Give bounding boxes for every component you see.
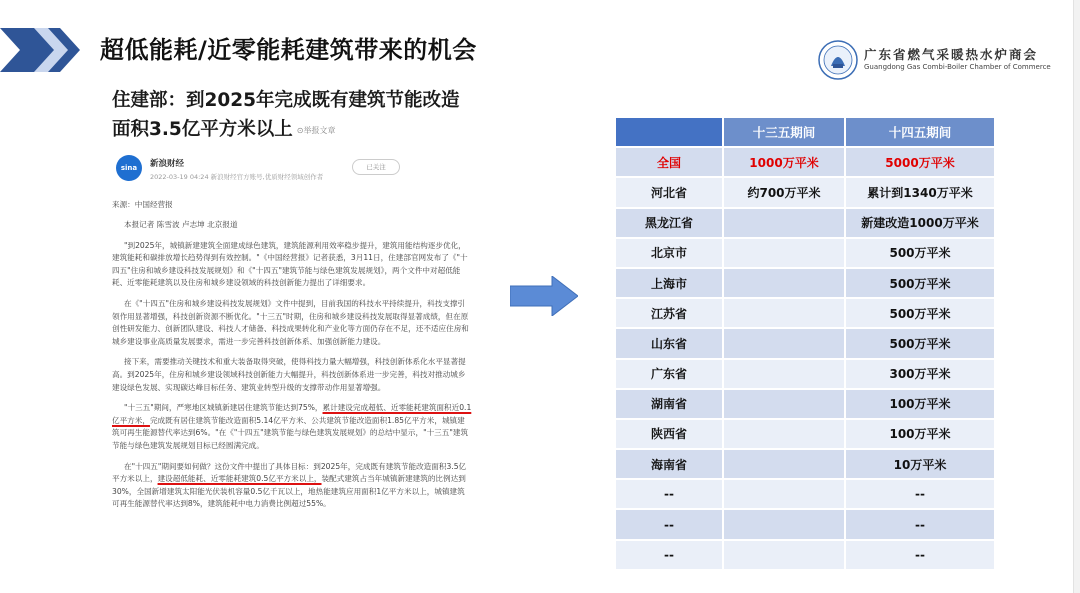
chevron-right-icon <box>0 28 80 72</box>
fourteenth-plan-cell: 5000万平米 <box>845 147 995 177</box>
fourteenth-plan-cell: -- <box>845 540 995 570</box>
table-row <box>615 359 995 389</box>
thirteenth-plan-cell <box>723 359 845 389</box>
region-cell: 北京市 <box>615 238 723 268</box>
thirteenth-plan-cell: 1000万平米 <box>723 147 845 177</box>
org-logo-icon <box>818 40 858 80</box>
fourteenth-plan-cell: 300万平米 <box>845 359 995 389</box>
highlighted-text: 累计建设完成超低、近零能耗建筑面积近0.1亿平方米， <box>112 403 472 425</box>
thirteenth-plan-cell <box>723 509 845 539</box>
article-source-line: 来源：中国经营报 <box>112 199 173 209</box>
table-header-cell: 十三五期间 <box>723 117 845 147</box>
article-paragraph <box>112 402 472 452</box>
article-paragraph: 接下来，需要推动关键技术和重大装备取得突破，使得科技力量大幅增强，科技创新体系化水平显著提高。到2025年，住房和城乡建设领域科技创新能力大幅提升，科技创新体系进一步完善，科技对推动城乡建设绿色发展、实现碳达峰目标任务、建筑业转型升级的支撑带动作用显著增强。 <box>112 357 466 392</box>
region-cell: 全国 <box>615 147 723 177</box>
sina-logo-icon: sina <box>116 155 142 181</box>
article-paragraph: 在《"十四五"住房和城乡建设科技发展规划》文件中提到，目前我国的科技水平持续提升，科技支撑引领作用显著增强，科技创新资源不断优化。"十三五"时期，住房和城乡建设科技发展取得显著成绩，但在原创性研发能力、创新团队建设、科技人才储备、科技成果转化和产业化等方面仍存在不足，还不适应住房和城乡建设事业高质量发展要求，需进一步完善科技创新体系、加强创新能力建设。 <box>112 299 469 346</box>
table-row <box>615 177 995 207</box>
report-link[interactable]: ⊙举报文章 <box>296 125 336 135</box>
thirteenth-plan-cell <box>723 419 845 449</box>
source-name[interactable]: 新浪财经 <box>150 158 185 169</box>
table-row <box>615 509 995 539</box>
paragraph-segment: 完成既有居住建筑节能改造面积5.14亿平方米、公共建筑节能改造面积1.85亿平方米，城镇建筑可再生能源替代率达到6%。"在《"十四五"建筑节能与绿色建筑发展规划》的总结中显示，"十三五"建筑节能与绿色建筑发展规划目标已经圆满完成。 <box>112 415 469 450</box>
article-paragraph <box>112 461 472 511</box>
region-cell: 河北省 <box>615 177 723 207</box>
table-header-cell <box>615 117 723 147</box>
thirteenth-plan-cell <box>723 238 845 268</box>
paragraph-segment: 在"十四五"期间要如何做？这份文件中提出了具体目标：到2025年，完成既有建筑节能改造面积3.5亿平方米以上， <box>112 461 467 484</box>
fourteenth-plan-cell: 100万平米 <box>845 389 995 419</box>
region-cell: 山东省 <box>615 328 723 358</box>
table-row <box>615 540 995 570</box>
area-target-table <box>614 116 996 571</box>
source-meta: 2022-03-19 04:24 新浪财经官方账号,优质财经领域创作者 <box>150 172 324 181</box>
article-source-row <box>112 153 472 193</box>
org-logo <box>818 40 1058 82</box>
article-paragraph: "到2025年，城镇新建建筑全面建成绿色建筑，建筑能源利用效率稳步提升，建筑用能结构逐步优化，建筑能耗和碳排放增长趋势得到有效控制。"《中国经营报》记者获悉，3月11日，住建部官网发布了《"十四五"住房和城乡建设科技发展规划》和《"十四五"建筑节能与绿色建筑发展规划》，两个文件中对超低能耗、近零能耗建筑以及住房和城乡建设领域的科技创新能力提出了详细要求。 <box>112 240 468 288</box>
article-title <box>112 86 472 145</box>
slide-title: 超低能耗/近零能耗建筑带来的机会 <box>100 36 477 64</box>
region-cell: 黑龙江省 <box>615 208 723 238</box>
region-cell: -- <box>615 540 723 570</box>
thirteenth-plan-cell <box>723 389 845 419</box>
table-row <box>615 298 995 328</box>
thirteenth-plan-cell: 约700万平米 <box>723 177 845 207</box>
article-reporter-line: 本报记者 陈雪波 卢志坤 北京报道 <box>124 220 238 230</box>
thirteenth-plan-cell <box>723 479 845 509</box>
article-title-text: 住建部：到2025年完成既有建筑节能改造面积3.5亿平方米以上 <box>112 90 460 140</box>
thirteenth-plan-cell <box>723 268 845 298</box>
paragraph-segment: "十三五"期间，严寒地区城镇新建居住建筑节能达到75%， <box>124 403 323 413</box>
region-cell: -- <box>615 509 723 539</box>
region-cell: 江苏省 <box>615 298 723 328</box>
region-cell: 广东省 <box>615 359 723 389</box>
highlighted-text: 建设超低能耗、近零能耗建筑0.5亿平方米以上， <box>157 474 322 484</box>
table-row <box>615 328 995 358</box>
region-cell: 陕西省 <box>615 419 723 449</box>
thirteenth-plan-cell <box>723 449 845 479</box>
table-row <box>615 389 995 419</box>
table-row <box>615 449 995 479</box>
table-header-cell: 十四五期间 <box>845 117 995 147</box>
fourteenth-plan-cell: 500万平米 <box>845 268 995 298</box>
fourteenth-plan-cell: 新建改造1000万平米 <box>845 208 995 238</box>
fourteenth-plan-cell: 100万平米 <box>845 419 995 449</box>
thirteenth-plan-cell <box>723 298 845 328</box>
table-row <box>615 238 995 268</box>
table-row <box>615 147 995 177</box>
fourteenth-plan-cell: 累计到1340万平米 <box>845 177 995 207</box>
fourteenth-plan-cell: -- <box>845 479 995 509</box>
article-screenshot <box>112 86 472 593</box>
table-header-row <box>615 117 995 147</box>
table-row <box>615 208 995 238</box>
table-row <box>615 479 995 509</box>
thirteenth-plan-cell <box>723 208 845 238</box>
table-row <box>615 268 995 298</box>
fourteenth-plan-cell: 500万平米 <box>845 298 995 328</box>
region-cell: 湖南省 <box>615 389 723 419</box>
slide-edge <box>1073 0 1080 593</box>
org-name-cn: 广东省燃气采暖热水炉商会 <box>864 47 1039 62</box>
region-cell: 上海市 <box>615 268 723 298</box>
org-name-en: Guangdong Gas Combi-Boiler Chamber of Commerce <box>864 63 1051 71</box>
follow-button[interactable]: 已关注 <box>352 159 400 175</box>
region-cell: -- <box>615 479 723 509</box>
paragraph-segment: 装配式建筑占当年城镇新建建筑的比例达到30%，全国新增建筑太阳能光伏装机容量0.5亿千瓦以上，地热能建筑应用面积1亿平方米以上，城镇建筑可再生能源替代率达到8%，建筑能耗中电力消费比例超过55%。 <box>112 474 466 509</box>
fourteenth-plan-cell: -- <box>845 509 995 539</box>
region-cell: 海南省 <box>615 449 723 479</box>
article-body <box>112 199 472 511</box>
fourteenth-plan-cell: 10万平米 <box>845 449 995 479</box>
thirteenth-plan-cell <box>723 540 845 570</box>
arrow-right-icon <box>510 276 578 316</box>
table-row <box>615 419 995 449</box>
fourteenth-plan-cell: 500万平米 <box>845 328 995 358</box>
fourteenth-plan-cell: 500万平米 <box>845 238 995 268</box>
thirteenth-plan-cell <box>723 328 845 358</box>
